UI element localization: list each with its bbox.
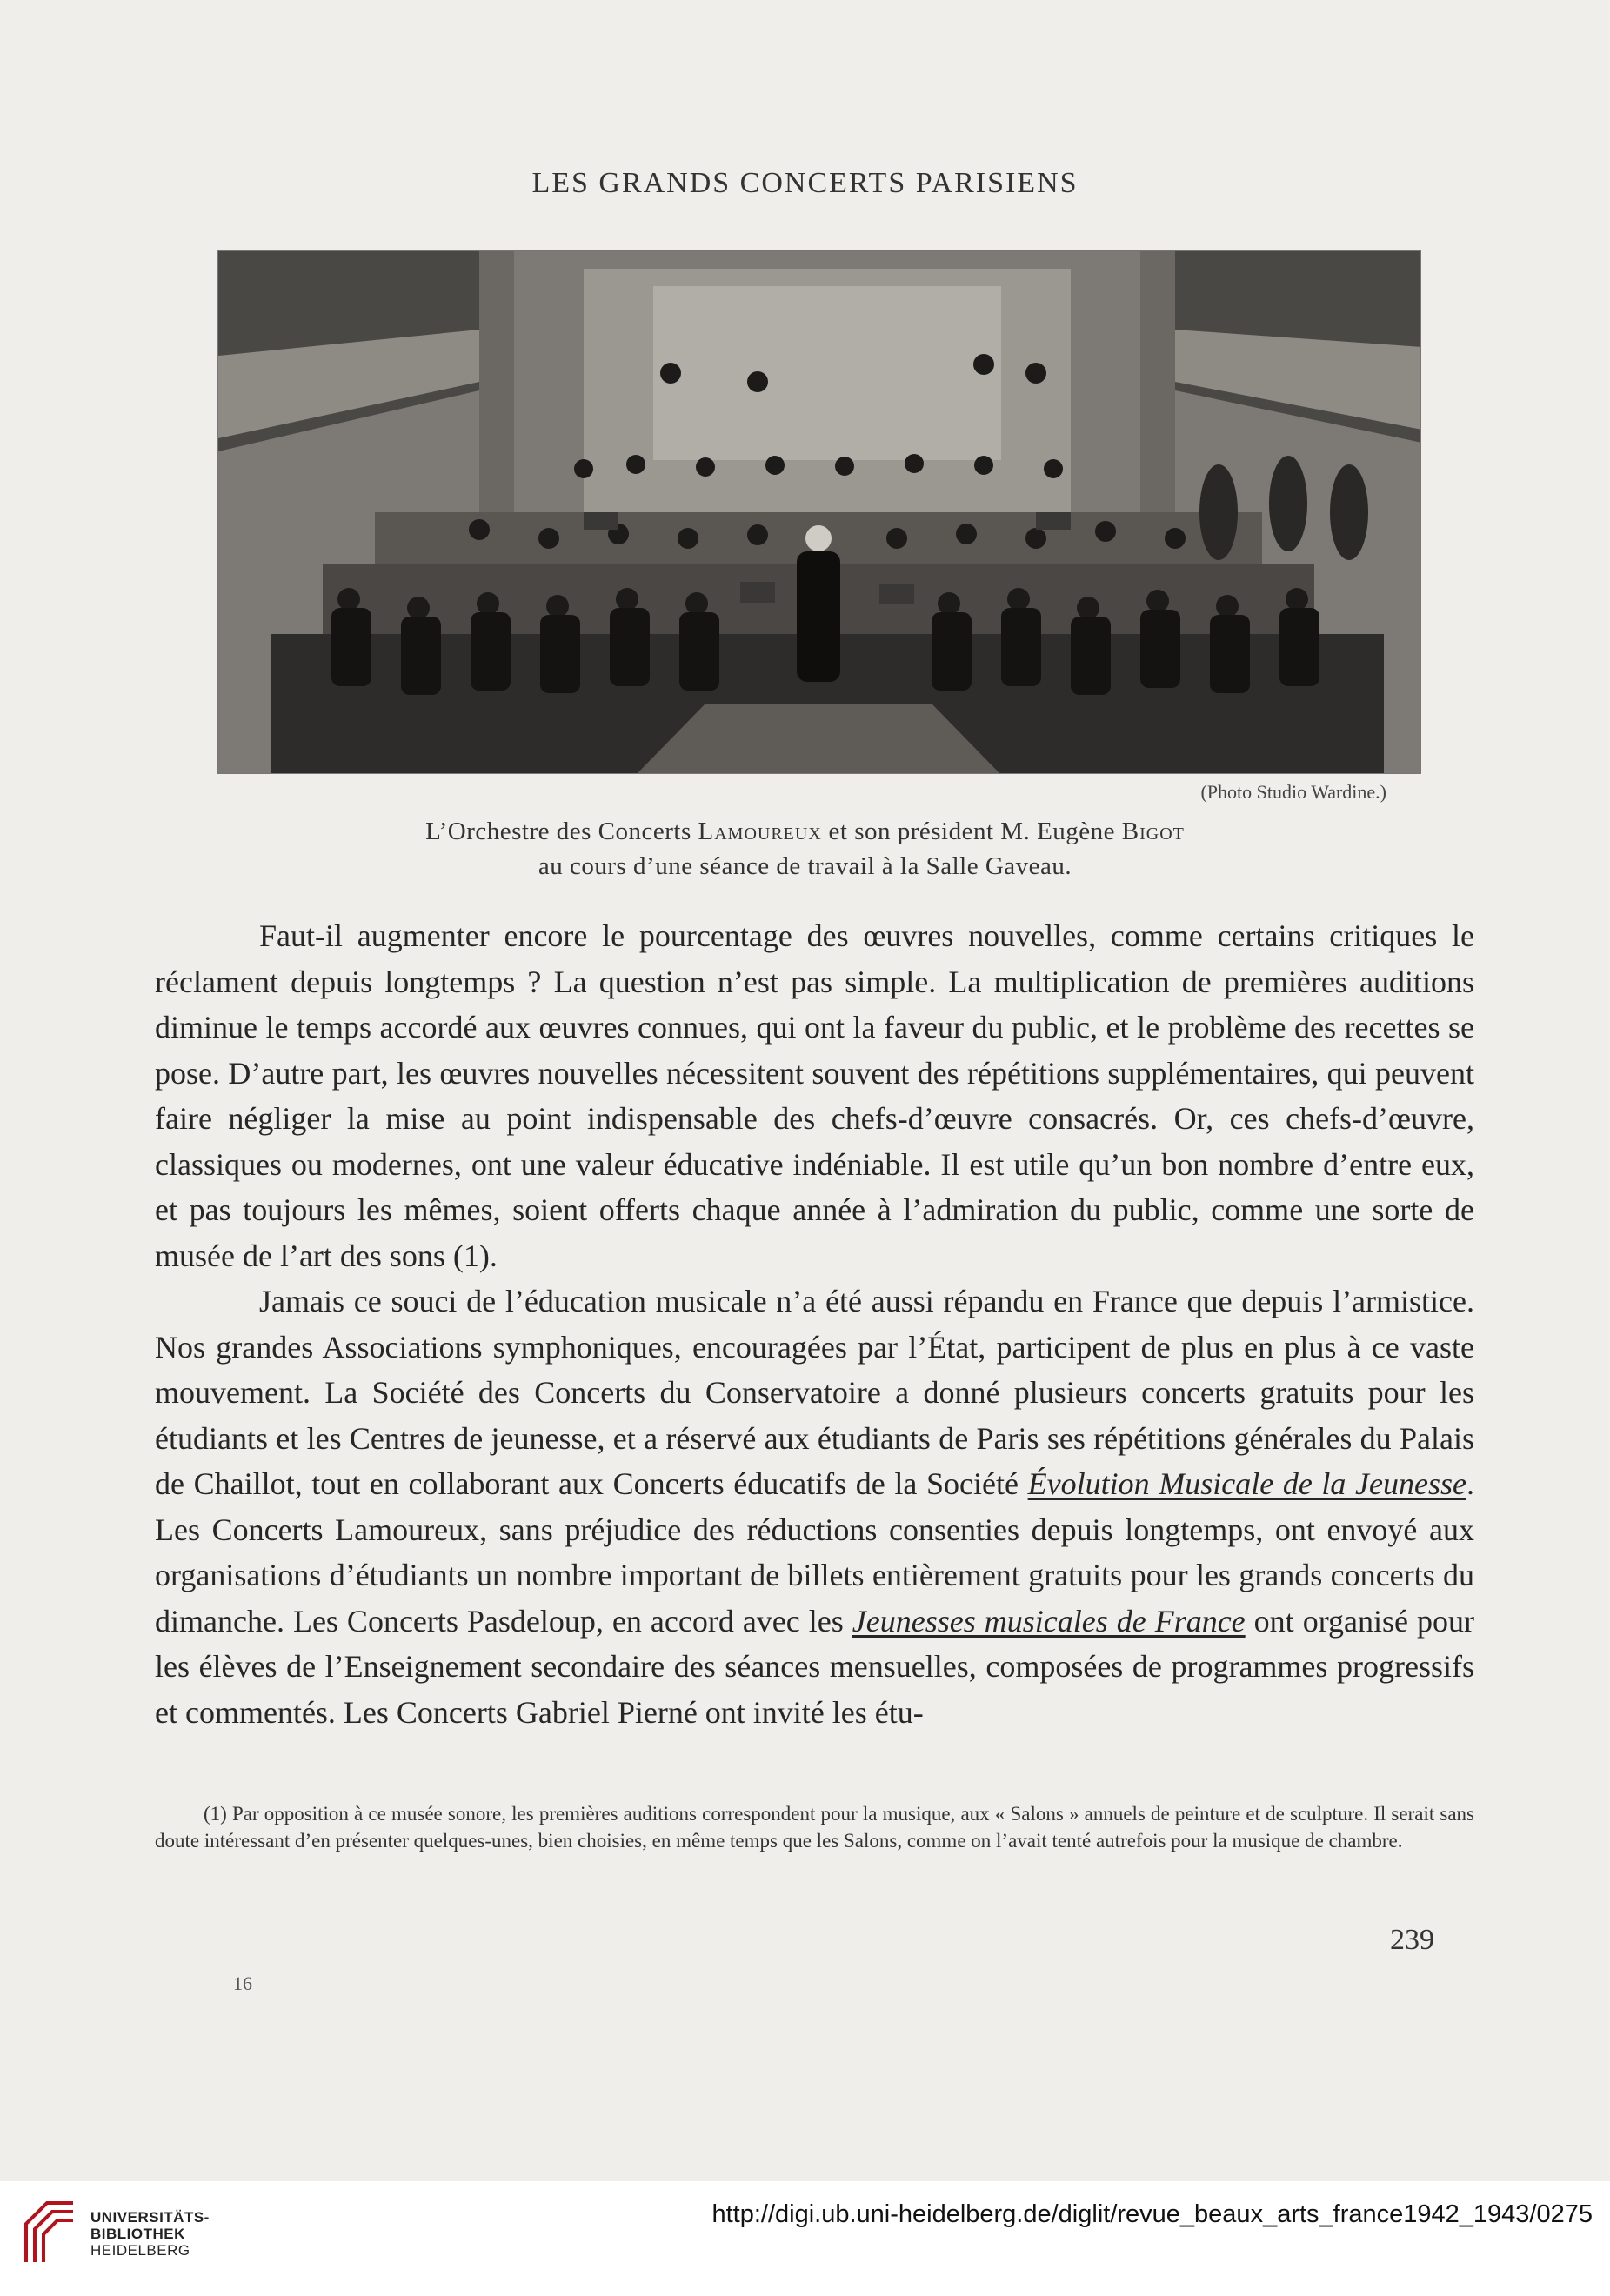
logo-line-1: UNIVERSITÄTS- [90, 2209, 210, 2226]
figure-caption-line-2: au cours d’une séance de travail à la Salle Gaveau. [538, 852, 1072, 880]
logo-line-3: HEIDELBERG [90, 2242, 190, 2259]
library-footer [0, 2181, 1610, 2296]
paragraph-2-italic-2: Jeunesses musicales de France [852, 1603, 1246, 1639]
footnote [155, 1800, 1474, 1854]
paragraph-2-italic-1: Évolution Musicale de la Jeunesse [1027, 1466, 1466, 1501]
photo-credit: (Photo Studio Wardine.) [1200, 781, 1386, 803]
signature-mark: 16 [233, 1972, 252, 1994]
caption-president-name: Bigot [1121, 818, 1185, 845]
figure-caption-line-1 [0, 818, 1610, 846]
footnote-text: (1) Par opposition à ce musée sonore, les premières auditions correspondent pour la musique, aux « Salons » annuels de peinture et de sculpture. Il serait sans doute intéressant d’en présenter quelques-unes, bien choisies, en même temps que les Salons, comme on l’avait tenté autrefois pour la musique de chambre. [155, 1803, 1474, 1852]
paragraph-2 [155, 1278, 1474, 1735]
caption-text-c: et son président M. Eugène [821, 818, 1122, 845]
paragraph-2-text-b: . Les Concerts Lamoureux, sans préjudice des réductions consenties depuis longtemps, ont envoyé aux organisations d’étudiants un nombre important de billets entièrement gratuits pour les grands concerts du dimanche. Les Concerts Pasdeloup, en accord avec les [155, 1466, 1474, 1639]
running-head: LES GRANDS CONCERTS PARISIENS [531, 167, 1079, 199]
library-logo-text [90, 2209, 210, 2259]
library-logo-icon [21, 2198, 78, 2267]
article-body [155, 913, 1474, 1735]
caption-text-a: L’Orchestre des Concerts [425, 818, 698, 845]
source-url-link[interactable]: http://digi.ub.uni-heidelberg.de/diglit/revue_beaux_arts_france1942_1943/0275 [711, 2200, 1593, 2228]
paragraph-1: Faut-il augmenter encore le pourcentage des œuvres nouvelles, comme certains critiques le réclament depuis longtemps ? La question n’est pas simple. La multiplication de premières auditions diminue le temps accordé aux œuvres connues, qui ont la faveur du public, et le problème des recettes se pose. D’autre part, les œuvres nouvelles nécessitent souvent des répétitions supplémentaires, qui peuvent faire négliger la mise au point indispensable des chefs-d’œuvre consacrés. Or, ces chefs-d’œuvre, classiques ou modernes, ont une valeur éducative indéniable. Il est utile qu’un bon nombre d’entre eux, et pas toujours les mêmes, soient offerts chaque année à l’admiration du public, comme une sorte de musée de l’art des sons (1). [155, 918, 1474, 1273]
logo-line-2: BIBLIOTHEK [90, 2226, 185, 2242]
paragraph-2-text-c: ont organisé pour les élèves de l’Enseignement secondaire des séances mensuelles, composées de programmes progressifs et commentés. Les Concerts Gabriel Pierné ont invité les étu- [155, 1603, 1474, 1730]
orchestra-photo [217, 250, 1421, 774]
caption-orchestra-name: Lamoureux [698, 818, 822, 845]
paragraph-2-text-a: Jamais ce souci de l’éducation musicale n’a été aussi répandu en France que depuis l’armistice. Nos grandes Associations symphoniques, encouragées par l’État, participent de plus en plus à ce vaste mouvement. La Société des Concerts du Conservatoire a donné plusieurs concerts gratuits pour les étudiants et les Centres de jeunesse, et a réservé aux étudiants de Paris ses répétitions générales du Palais de Chaillot, tout en collaborant aux Concerts éducatifs de la Société [155, 1284, 1474, 1501]
page-number: 239 [1390, 1924, 1434, 1956]
orchestra-photo-illustration [218, 251, 1421, 774]
